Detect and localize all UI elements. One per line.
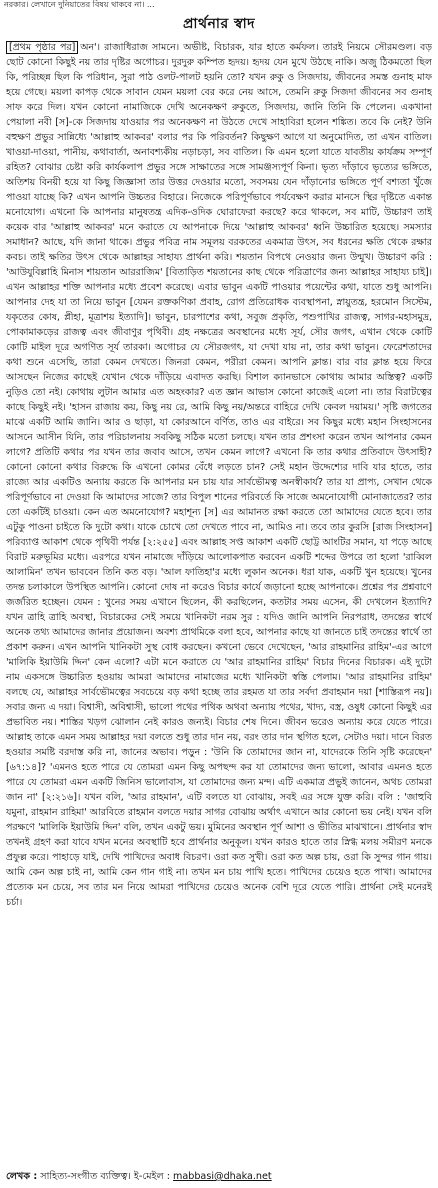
author-description: সাহিত্য-সংগীত ব্যক্তিত্ব। ই-মেইল : <box>40 1171 174 1182</box>
article-text: অন'। রাজাধিরাজ সামনে। অভীষ্ট, বিচারক, যার হাতে কর্মফল। তারই নিয়মে সৌরমণ্ডল। বড় ছোট কোনো কিছুই নয় তার দৃষ্টির অগোচর। দুরদুরু কম্পিত হৃদয়। হৃদয় যেন মুখে উঠছে নাকি। অজু ঠিকমতো ছিল কি, পরিচ্ছন্ন ছিল কি পরিধান, সুরা পাঠ ওলট-পালট হয়নি তো? যখন রুকু ও সিজদায়, জীবনের সমস্ত গুনাহ মাফ হয়ে গেছে। ময়লা কাপড় থেকে সাবান যেমন ময়লা বের করে নেয় আসে, তেমনি রুকু সিজদা জীবনের সব গুনাহ সাফ করে দিল। যখন কোনো নামাজিকে দেখি অনেকক্ষণ রুকুতে, সিজদায়, জানি তিনি কি পেলেন। একখানা পেয়ালা নবী [স]-কে সিজদায় যাওয়ার পর অনেকক্ষণ না উঠতে দেখে সাহাবিরা হলেন শঙ্কিত। তবে কি নেই? উনি বহুক্ষণ প্রভুর সান্নিধ্যে 'আল্লাহু আকবর' বলার পর কি পরিবর্তন? কিছুক্ষণ আগে যা অনুমোদিত, তা এখন বাতিল। খাওয়া-দাওয়া, পানীয়, কথাবার্তা, অনাবশ্যকীয় নড়াচড়া, সব বাতিল। কি এমন হলো যাতে যাবতীয় কার্যক্রম সম্পূর্ণ রহিত? বোঝার চেষ্টা করি কার্যকলাপ প্রভুর সঙ্গে সাক্ষাতের সঙ্গে সামঞ্জস্যপূর্ণ কিনা। ভৃত্য দাঁড়াবে ভৃত্যের ভঙ্গিতে, অতিশয় বিনয়ী হয়ে যা কিছু জিজ্ঞাসা তার উত্তর দেওয়ার মতো, সবসময় যেন দাঁড়ানোর ভঙ্গিতে পূর্ণ বশ্যতা খুঁজে পাওয়া যাচ্ছে কি? এখন আপনি উচ্চতর বিহারে। নিজেকে পরিপূর্ণভাবে পর্যবেক্ষণ করার মানসে স্থির দৃষ্টিতে একান্ত মনোযোগ। এখনো কি আপনার মানুষতন্ত্র এদিক-ওদিক ঘোরাফেরা করছে? করে থাকলে, সব মাটি, উচ্চারণ তাই কয়েক বার 'আল্লাহু আকবর' মনে করাতে যে আপনাকে দিয়ে 'আল্লাহু আকবর' ধ্বনি উচ্চারিত হয়েছে। সমস্যার সমাধান? আছে, যদি জানা থাকে। প্রভুর পবিত্র নাম সমূলয় বরকতের একমাত্র উৎস, সব ধরনের ক্ষতি থেকে রক্ষার কবচ। তাই ক্ষতির উৎস থেকে আল্লাহর সাহায্য প্রার্থনা করি। শয়তান বিপথে নেওয়ার জন্য উন্মুখ। উচ্চারণ করি : 'আউযুবিল্লাহি মিনাস শায়তান আররাজিম' [বিতাড়িত শয়তানের কাছ থেকে পরিত্রাণের জন্য আল্লাহর সাহায্য চাই]। এখন আল্লাহর শক্তি আপনার মধ্যে প্রবেশ করেছে। এবার ভাবুন একটি পাওয়ার পয়েন্টের কথা, যাতে শুধু আপনি। আপনার দেহ যা তা নিয়ে ভাবুন [যেমন রক্তকণিকা প্রবাহ, রোগ প্রতিরোধক ব্যবস্থাপনা, স্নায়ুতন্ত্র, হরমোন সিস্টেম, যকৃতের কোষ, প্লীহা, মূত্রাশয় ইত্যাদি]। ভাবুন, চারপাশের কথা, সবুজ প্রকৃতি, পশুপাখির রাজত্ব, সাগর-মহাসমুদ্র, পোকামাকড়ের রাজত্ব এবং জীবাণুর পৃথিবী। গ্রহ নক্ষত্রের অবস্থানের মধ্যে সূর্য, সৌর জগৎ, এখান থেকে কোটি কোটি মাইল দূরে অগণিত সূর্য তারকা। অগোচর যে সৌরজগৎ, যা দেখা যায় না, তার কথা ভাবুন। ফেরেশতাদের কথা শুনে এসেছি, তারা কেমন দেখতে। জিনরা কেমন, পরীরা কেমন। আপনি ক্লান্ত। বার বার ক্লান্ত হয়ে ফিরে আসছেন নিজের কাছেই যেখান থেকে দাঁড়িয়ে এবাদত করছি। বিশাল ক্যানভাসে কোথায় আমার অস্তিত্ব? একটি নুড়িও তো নই। কোথায় লুটান আমার এত অহংকার? এত জ্ঞান আভাস কোনো কাজেই এলো না। তার বিরাটত্বের কাছে কিছুই নই। 'হাসন রাজায় কয়, কিছু নয় রে, আমি কিছু নয়/অন্তরে বাহিরে দেখি কেবল দয়াময়।' সৃষ্টি জগতের মাঝে একটি আমি জানি। আর ও ছাড়া, যা কোরআনে বর্ণিত, তাও এর বাইরে। সব কিছুর মধ্যে মহান সিংহাসনের আসনে আসীন যিনি, তার পরিচালনায় সবকিছু সঠিক মতো চলছে। যখন তার প্রশংসা করেন তখন আপনার কেমন লাগে? প্রতিটি কথার পর যখন তার জবাব আসে, তখন কেমন লাগে? এখনো কি তার কথার প্রতিবাদে উৎসাহী? কোনো কোনো কথার বিরুদ্ধে কি এখনো কোমর বেঁধে লড়তে চান? সেই মহান উদ্দেশ্যের দাবি যার হাতে, তার রাজ্যে আর একটিও অন্যায় করতে কি আপনার মন চায় যার সার্বভৌমত্ব অনস্বীকার্য? তার যা প্রাপ্য, সেখান থেকে পরিপূর্ণভাবে না দেওয়া কি আমাদের সাজে? তার বিপুল শানের পরিবর্তে কি সাজে অমনোযোগী মোনাজাতের? তার তো একটিই চাওয়া। কেন এত অমনোযোগ? মহাশূন্য [স] এর আমানত রক্ষা করতে তো আমাদের যেতে হবে। তার এটুকু পাওনা চাইতে কি দুটো কথা। যাকে চোখে তো দেখতে পাবে না, আমিও না। তবে তার কুরসি [রাজ সিংহাসন] পরিব্যাপ্ত আকাশ থেকে পৃথিবী পর্যন্ত [২:২৫৫] এবং আল্লাহ সপ্ত আকাশ একটি ছোট্ট আংটির সমান, যা পড়ে আছে বিরাট মরুভূমির মধ্যে। এরপরে যখন নামাজে দাঁড়িয়ে আলোকপাত করবেন একটি শব্দের উপরে তা হলো 'রাব্বিল আলামিন' তখন ভাববেন তিনি কত বড়। 'আল ফাতিহা'র মধ্যে লুকান অনেক। ধরা যাক, একটি খুন হয়েছে। খুনের তদন্ত চলাকালে উপস্থিত আপনি। কোনো দোষ না করেও বিচার কার্যে জড়ানো হচ্ছে আপনাকে। প্রশ্নের পর প্রশ্নবাণে জর্জরিত হচ্ছেন। যেমন : খুনের সময় এখানে ছিলেন, কী করছিলেন, কতটার সময় এসেন, কী দেখলেন ইত্যাদি? যখন ত্রাহি ত্রাহি অবস্থা, বিচারকের সেই সময়ে খানিকটা নরম সুর : যদিও জানি আপনি নিরপরাধ, তদন্তের স্বার্থে অনেক তথ্য আমাদের জানার প্রয়োজন। অবশ্য প্রাথমিকে বলা হবে, আপনার কাছে যা জানতে চাই তদন্তের স্বার্থে তা প্রকাশ করুন। এখন আপনি খানিকটা সুস্থ বোধ করছেন। কখনো ভেবে দেখেছেন, 'আর রাহমানির রাহিম'-এর আগে 'মালিকি ইয়াউমি দ্দিন' কেন এলো? এটা মনে করাতে যে 'আর রাহমানির রাহিম' বিচার দিনের বিচারক। এই দুটো নাম একসঙ্গে উচ্চারিত হওয়ায় আমরা আমাদের নামাজের মধ্যে খানিকটা স্বস্তি পেলাম। 'আর রাহমানির রাহিম' বলছে যে, আল্লাহর সার্বভৌমত্বের সবচেয়ে বড় কথা হচ্ছে তার রহমত যা তার সর্বদা প্রবাহমান দয়া [শাস্তিরূপ নয়]। সবার জন্য এ দয়া। বিশ্বাসী, অবিশ্বাসী, ভালো পথের পথিক অথবা অন্যায় পথের, খাদ্য, বস্ত্র, ওষুধ কোনো কিছুই এর প্রভাবিত নয়। শাস্তির খড়গ ঝোলান নেই কারও জন্যই। বিচার শেষ দিনে। জীবন ভরেও অন্যায় করে যেতে পারে। আল্লাহ তাকে এমন সময় আল্লাহর দয়া বলতে শুধু তার দান নয়, বরং তার দান স্থগিত হলে, সেটাও দয়া। দানে বিরত হওয়ার সমষ্টি বরদাস্ত করি না, জানের অভাব। পড়ুন : 'উনি কি তোমাদের জান না, যাদেরকে তিনি সৃষ্টি করেছেন' [৬৭:১৪]? 'এমনও হতে পারে যে তোমরা এমন কিছু অপছন্দ কর যা তোমাদের জন্য ভালো, আবার এমনও হতে পারে যে তোমরা এমন একটি জিনিস ভালোবাস, যা তোমাদের জন্য মন্দ। এটি একমাত্র প্রভুই জানেন, অথচ তোমরা জান না' [২:২১৬]। যখন বলি, 'আর রাহমান', এটি বলতে যা বোঝায়, সবই এর সঙ্গে যুক্ত করি। বলি : 'জাহুবি যমুনা, রাহমান রাহিমা' আরবিতে রাহমান বলতে দয়ার সাগর বোঝায় অর্থাৎ এখানে আর কোনো ভয় নেই। যখন বলি পরক্ষণে 'মালিকি ইয়াউমি দ্দিন' বলি, তখন একটু ভয়। মুমিনের অবস্থান পূর্ণ আশা ও ভীতির মাঝখানে। প্রার্থনার স্বাদ তখনই গ্রহণ করা যাবে যখন মনের অবস্থাটি হবে প্রার্থনার অনুকূল। যখন কারও হাতে তার স্নিগ্ধ মলয় সমীরণ মনকে প্রফুল্ল করে। পাহাড়ে যাই, দেখি পাখিদের অবাধ বিচরণ। ওরা কত সুখী। ওরা কত অল্প চায়, ওরা কি সুন্দর গান গায়। আমি কেন অল্প চাই না, আমি কেন গান গাই না। তখন মন চায় পাখি হতে। পাখিদের চেয়েও হতে পাখা। আমাদের প্রত্যেক মন চেয়ে, সব তার মন নিয়ে আমরা পাখিদের চেয়েও অনেক বেশি দূরে যেতে পারি। প্রার্থনা সেই মনেরই চর্চা। <box>6 42 432 908</box>
article-body <box>6 40 432 1165</box>
continued-from-marker: [প্রথম পৃষ্ঠার পর] <box>6 41 78 54</box>
author-email-link[interactable]: mabbasi@dhaka.net <box>173 1171 272 1182</box>
author-byline <box>6 1169 432 1184</box>
previous-article-strip: নরকার। লেখানে দুনিয়াতের বিষয় থাকবে না। ... <box>4 0 155 9</box>
article-headline: প্রার্থনার স্বাদ <box>182 16 255 32</box>
author-label: লেখক : <box>6 1171 38 1182</box>
